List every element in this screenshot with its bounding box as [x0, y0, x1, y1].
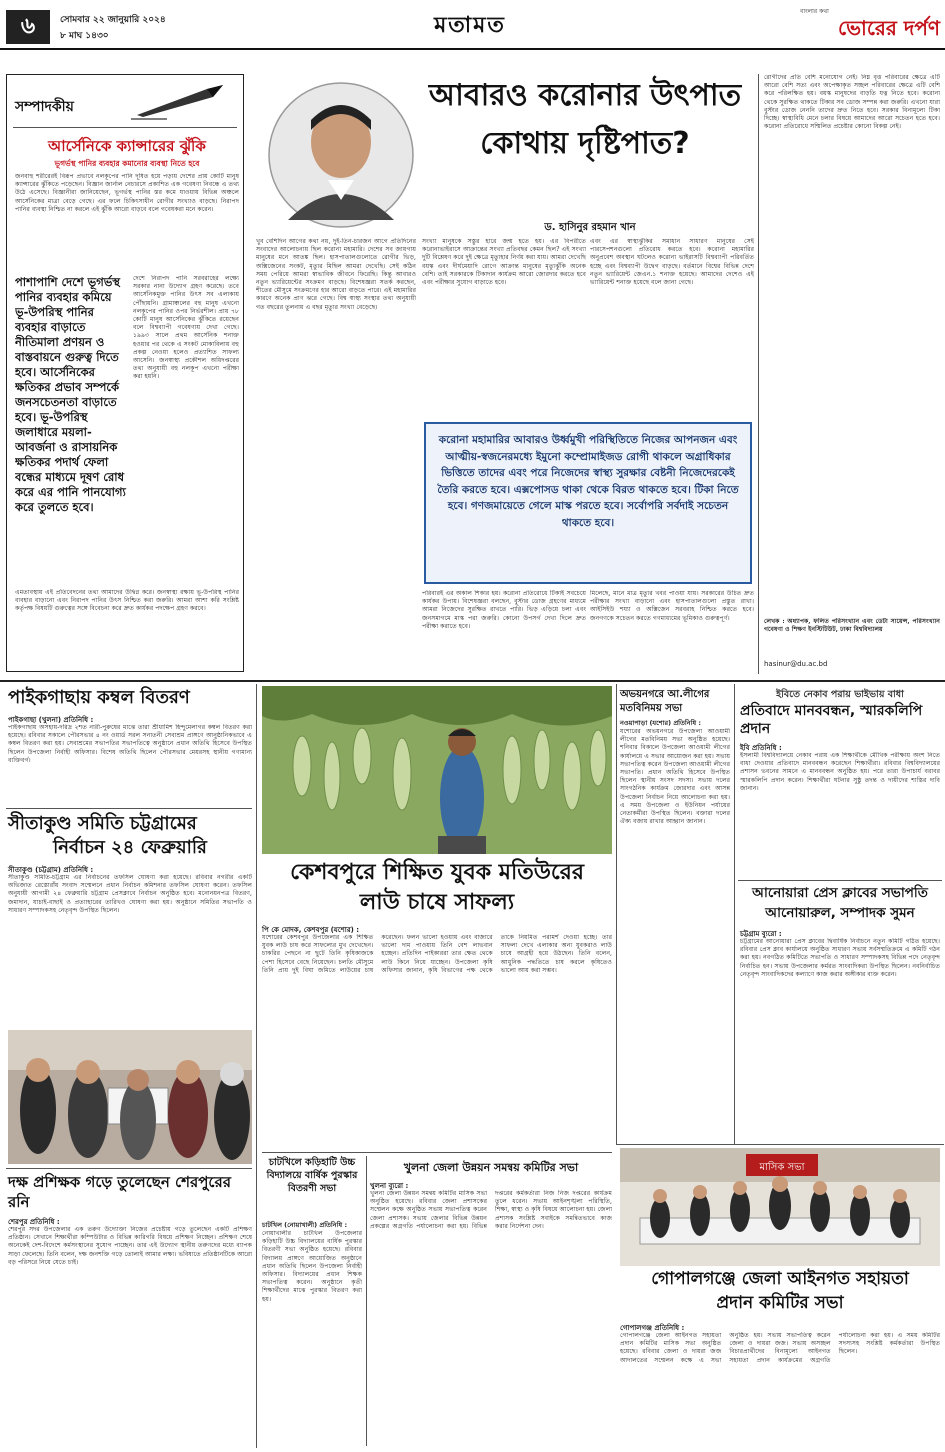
gopalganj-photo — [620, 1148, 940, 1266]
sitakunda-headline-2: নির্বাচন ২৪ ফেব্রুয়ারি — [53, 837, 207, 858]
khulna-body: খুলনা জেলা উন্নয়ন সমন্বয় কমিটির মাসিক সভা অনুষ্ঠিত হয়েছে। রবিবার জেলা প্রশাসকের সম্মেলন কক্ষে অনুষ্ঠিত সভায় সভাপতিত্ব করেন জেলা প্রশাসক। সভায় জেলার বিভিন্ন উন্নয়ন প্রকল্পের অগ্রগতি পর্যালোচনা করা হয়। বিভিন্ন দপ্তরের কর্মকর্তারা নিজ নিজ দপ্তরের কার্যক্রম তুলে ধরেন। সভায় আইনশৃঙ্খলা পরিস্থিতি, শিক্ষা, স্বাস্থ্য ও কৃষি বিষয়ে আলোচনা হয়। জেলা প্রশাসক সংশ্লিষ্ট সবাইকে সমন্বিতভাবে কাজ করার নির্দেশনা দেন। — [370, 1190, 612, 1230]
gopalganj-headline-1: গোপালগঞ্জে জেলা আইনগত সহায়তা — [651, 1269, 909, 1289]
gopalganj-byline: গোপালগঞ্জ প্রতিনিধি : — [620, 1324, 685, 1332]
paikgachha-byline: পাইকগাছা (খুলনা) প্রতিনিধি : — [8, 716, 94, 724]
section-title: মতামত — [434, 13, 506, 38]
sitakunda-photo — [8, 1030, 252, 1164]
chatkhil-headline: চাটখিলে কড়িহাটি উচ্চ বিদ্যালয়ে বার্ষিক পুরস্কার বিতরণী সভা — [266, 1157, 358, 1194]
keshabpur-headline-1: কেশবপুরে শিক্ষিত যুবক মতিউরের — [290, 860, 584, 885]
op-ed-body-bottom-2: মিলেছে, মানে মাত্র মৃত্যুর খবর পাওয়া যায়। সরকারের উচিত দ্রুত পরীক্ষার সংখ্যা বাড়ানো এবং হাসপাতালগুলো প্রস্তুত রাখা। আইসিইউ শয্যা ও অক্সিজেন সরবরাহ নিশ্চিত করতে হবে। জনগণকে সচেতন করতে গণমাধ্যমের ভূমিকাও গুরুত্বপূর্ণ। — [590, 590, 754, 622]
gopalganj-body: গোপালগঞ্জে জেলা আইনগত সহায়তা প্রদান কমিটির মাসিক সভা অনুষ্ঠিত হয়েছে। রবিবার জেলা ও দায়রা জজ আদালতের সম্মেলন কক্ষে এ সভা অনুষ্ঠিত হয়। সভায় সভাপতিত্ব করেন জেলা ও দায়রা জজ। সভায় অসচ্ছল বিচারপ্রার্থীদের বিনামূল্যে আইনগত সহায়তা প্রদান কার্যক্রমের অগ্রগতি পর্যালোচনা করা হয়। এ সময় কমিটির সদস্যসহ সংশ্লিষ্ট কর্মকর্তারা উপস্থিত ছিলেন। — [620, 1332, 940, 1364]
paper-tagline: বাংলার কথা — [800, 8, 829, 15]
op-ed-headline-1: আবারও করোনার উৎপাত — [428, 78, 742, 113]
khulna-byline: খুলনা ব্যুরো : — [370, 1182, 409, 1190]
anowara-byline: চট্টগ্রাম ব্যুরো : — [740, 930, 782, 938]
date-line-2: ৮ মাঘ ১৪৩০ — [60, 31, 109, 41]
paikgachha-headline: পাইকগাছায় কম্বল বিতরণ — [8, 687, 190, 708]
gopalganj-headline-2: প্রদান কমিটির সভা — [716, 1293, 844, 1313]
manobbondhon-headline: প্রতিবাদে মানববন্ধন, স্মারকলিপি প্রদান — [740, 703, 923, 737]
op-ed-body-far-right: রোগীদের প্রতি বেশি মনোযোগ নেই। নিম্ন বৃত্ত পরিবারের ক্ষেত্রে এটি আরো বেশি সত্য এবং অপেক্ষাকৃত সচ্ছল পরিবারের ক্ষেত্রে এটি বেশি করে পরিলক্ষিত হয়। বয়স্ক মানুষদের বাড়তি যত্ন নিতে হবে। করোনা থেকে সুরক্ষিত থাকতে টিকার সব ডোজ সম্পন্ন করা জরুরি। এখনো যারা বুস্টার ডোজ নেননি তাদের দ্রুত নিতে হবে। সরকার বিনামূল্যে টিকা দিচ্ছে। স্বাস্থ্যবিধি মেনে চলার বিষয়ে আমাদের আরো সচেতন হতে হবে। করোনা প্রতিরোধে সম্মিলিত প্রচেষ্টার কোনো বিকল্প নেই। — [764, 74, 940, 131]
keshabpur-body: যশোরের কেশবপুর উপজেলার এক শিক্ষিত যুবক লাউ চাষ করে সাফল্যের মুখ দেখেছেন। চাকরির পেছনে না ছুটে তিনি কৃষিকাজকে পেশা হিসেবে বেছে নিয়েছেন। চলতি মৌসুমে তিনি প্রায় দুই বিঘা জমিতে লাউয়ের চাষ করেছেন। ফলন ভালো হওয়ায় এবং বাজারে ভালো দাম পাওয়ায় তিনি বেশ লাভবান হচ্ছেন। প্রতিদিন পাইকাররা তার ক্ষেত থেকে লাউ কিনে নিয়ে যাচ্ছেন। উপজেলা কৃষি অফিসার জানান, কৃষি বিভাগের পক্ষ থেকে তাকে নিয়মিত পরামর্শ দেওয়া হচ্ছে। তার সাফল্য দেখে এলাকার অন্য যুবকরাও লাউ চাষে আগ্রহী হয়ে উঠছেন। তিনি বলেন, আধুনিক পদ্ধতিতে চাষ করলে কৃষিতেও ভালো আয় করা সম্ভব। — [262, 934, 612, 974]
sitakunda-body: সীতাকুণ্ড সমিতি-চট্টগ্রাম এর নির্বাচনের তফসিল ঘোষণা করা হয়েছে। রবিবার নগরীর একটি অভিজাত রেস্তোরাঁয় সংবাদ সম্মেলনে প্রধান নির্বাচন কমিশনার তফসিল ঘোষণা করেন। তফসিল অনুযায়ী আগামী ২৪ ফেব্রুয়ারি চট্টগ্রাম প্রেসক্লাবে নির্বাচন অনুষ্ঠিত হবে। মনোনয়নপত্র বিতরণ, জমাদান, যাচাই-বাছাই ও প্রত্যাহারের তারিখও ঘোষণা করা হয়। অনুষ্ঠানে সমিতির সভাপতি ও সাধারণ সম্পাদকসহ নেতৃবৃন্দ উপস্থিত ছিলেন। — [8, 874, 252, 914]
paikgachha-body: পাইকগাছায় অসহায়-দরিদ্র ২শত নারী-পুরুষের মাঝে তারা শ্রীধামিশ হিন্দুমেলাগর কম্বল বিতরণ করা হয়েছে। রবিবার সকালে পৌরসভার ৪ নং ওয়ার্ড সরল সনাতনী সেবাশ্রম প্রাঙ্গণে আনুষ্ঠানিকভাবে এ কম্বল বিতরণ করা হয়। সেবাশ্রমের সভাপতির সভাপতিত্বে অনুষ্ঠানে প্রধান অতিথি হিসেবে উপস্থিত ছিলেন উপজেলা নির্বাহী অফিসার। বিশেষ অতিথি ছিলেন পৌরসভার মেয়রসহ স্থানীয় গণ্যমান্য ব্যক্তিবর্গ। — [8, 724, 252, 764]
editorial-body-1: জনবাহু শরীরেরই বিরূপ প্রভাবে নলকূপের পানি দূষিত হয়ে পড়ায় দেশের প্রায় কোটি মানুষ ক্যান্সারের ঝুঁকিতে পড়েছেন। বিজ্ঞান জার্নাল নেচারসে প্রকাশিত এক গবেষণা নিবন্ধে এ তথ্য উঠে এসেছে। বিজ্ঞানীরা জানিয়েছেন, ভূগর্ভস্থ পানির স্তর কমে যাওয়ায় বিভিন্ন অঞ্চলে আর্সেনিকের মাত্রা বেড়ে গেছে। এর ফলে চিকিৎসাধীন রোগীর সংখ্যাও বাড়ছে। নিরাপদ পানির ব্যবস্থা নিশ্চিত না করলে এই ঝুঁকি আরো বাড়বে বলে গবেষকরা মনে করেন। — [15, 173, 239, 213]
op-ed-body-left: খুব বেশিদিন আগের কথা নয়, দুই-তিন-চারজন আগে প্রতিদিনের সংবাদের আলোচনায় ছিল করোনা মহামারি। দেশের সব জায়গায় মানুষের মনে আতঙ্ক ছিল। হাসপাতালগুলোতে রোগীর ভিড়, অক্সিজেনের সংকট, মৃত্যুর মিছিল আমরা দেখেছি। সেই কঠিন সময় পেরিয়ে আমরা স্বাভাবিক জীবনে ফিরেছি। কিন্তু আবারও নতুন ভ্যারিয়েন্টের সংক্রমণ বাড়ছে। বিশেষজ্ঞরা সতর্ক করছেন, শীতের মৌসুমে সংক্রমণের হার আরো বাড়তে পারে। এই মহামারির কারণে অনেক প্রাণ ঝরে গেছে। বিশ্ব স্বাস্থ্য সংস্থার তথ্য অনুযায়ী গত বছরের তুলনায় এ বছর মৃত্যুর সংখ্যা বেড়েছে। — [256, 238, 416, 311]
masthead — [0, 0, 945, 70]
banner-text: মাসিক সভা — [759, 1162, 805, 1173]
khulna-headline: খুলনা জেলা উন্নয়ন সমন্বয় কমিটির সভা — [403, 1161, 579, 1174]
op-ed-author: ড. হাসিনুর রহমান খান — [544, 222, 636, 233]
editorial-body-3: এমতাবস্থায় এই প্রতিবেদনের তথ্য আমাদের উদ্বিগ্ন করে। জনস্বাস্থ্য রক্ষায় ভূ-উপরিস্থ পানির ব্যবহার বাড়ানো এবং নিরাপদ পানির উৎস নিশ্চিত করা জরুরি। আমরা আশা করি সংশ্লিষ্ট কর্তৃপক্ষ বিষয়টি গুরুত্বের সঙ্গে বিবেচনা করে দ্রুত কার্যকর পদক্ষেপ গ্রহণ করবে। — [15, 589, 239, 613]
awami-byline: নওয়াপাড়া (যশোর) প্রতিনিধি : — [620, 719, 702, 727]
sherpur-headline: দক্ষ প্রশিক্ষক গড়ে তুলেছেন শেরপুরের রনি — [8, 1173, 231, 1211]
page-number: ৬ — [6, 10, 50, 44]
editorial-headline: আর্সেনিকে ক্যান্সারের ঝুঁকি — [48, 137, 206, 155]
manobbondhon-byline: ইবি প্রতিনিধি : — [740, 744, 782, 752]
editorial-subhead: ভূগর্ভস্থ পানির ব্যবহার কমানোর ব্যবস্থা নিতে হবে — [54, 159, 200, 168]
editorial-body-2: দেশে নিরাপদ পানি সরবরাহের লক্ষ্যে সরকার নানা উদ্যোগ গ্রহণ করেছে। তবে আর্সেনিকমুক্ত পানির উৎস সব এলাকায় পৌঁছায়নি। গ্রামাঞ্চলের বহু মানুষ এখনো নলকূপের পানির ওপর নির্ভরশীল। প্রায় ৭৮ কোটি মানুষ আর্সেনিকের ঝুঁকিতে রয়েছেন বলে বিশ্বব্যাপী গবেষণায় দেখা গেছে। ১৯৯৩ সালে প্রথম আর্সেনিক শনাক্ত হওয়ার পর থেকে এ সংকট মোকাবিলায় বহু প্রকল্প নেওয়া হলেও প্রত্যাশিত সাফল্য আসেনি। জনস্বাস্থ্য প্রকৌশল অধিদপ্তরের তথ্য অনুযায়ী বহু নলকূপ এখনো পরীক্ষা করা হয়নি। — [133, 275, 239, 381]
sherpur-body: শেরপুর সদর উপজেলার এক তরুণ উদ্যোক্তা নিজের প্রচেষ্টায় গড়ে তুলেছেন একটি প্রশিক্ষণ প্রতিষ্ঠান। সেখানে শিক্ষার্থীরা কম্পিউটার ও বিভিন্ন কারিগরি বিষয়ে প্রশিক্ষণ নিচ্ছেন। প্রশিক্ষণ শেষে অনেকেই দেশ-বিদেশে কর্মসংস্থানের সুযোগ পাচ্ছেন। তার এই উদ্যোগ স্থানীয় তরুণদের মধ্যে ব্যাপক সাড়া ফেলেছে। তিনি বলেন, দক্ষ জনশক্তি গড়ে তোলাই আমার লক্ষ্য। ভবিষ্যতে প্রতিষ্ঠানটিকে আরো বড় পরিসরে নিয়ে যেতে চাই। — [8, 1226, 252, 1266]
manobbondhon-body: ইসলামী বিশ্ববিদ্যালয়ে নেকাব পরায় এক শিক্ষার্থীকে মৌখিক পরীক্ষায় অংশ নিতে বাধা দেওয়ার প্রতিবাদে মানববন্ধন করেছেন শিক্ষার্থীরা। রবিবার বিশ্ববিদ্যালয়ের প্রশাসন ভবনের সামনে এ মানববন্ধন অনুষ্ঠিত হয়। পরে তারা উপাচার্য বরাবর স্মারকলিপি প্রদান করেন। শিক্ষার্থীরা ঘটনার সুষ্ঠু তদন্ত ও দায়ীদের শাস্তির দাবি জানান। — [740, 752, 940, 792]
date-line-1: সোমবার ২২ জানুয়ারি ২০২৪ — [60, 15, 166, 25]
keshabpur-headline-2: লাউ চাষে সাফল্য — [359, 890, 515, 915]
sherpur-byline: শেরপুর প্রতিনিধি : — [8, 1218, 60, 1226]
op-ed-author-note: লেখক : অধ্যাপক, ফলিত পরিসংখ্যান এবং ডেটা সায়েন্স, পরিসংখ্যান গবেষণা ও শিক্ষণ ইনস্টিটিউট, ঢাকা বিশ্ববিদ্যালয় — [764, 618, 940, 634]
op-ed-body-right: এবং এর স্বাস্থ্যঝুঁকির সমাধান সাধারণ মানুষের সেই পারসেপশনগুলো প্রতিরোধ করতে হবে। করোনা মহামারির অনুপ্রবেশ অবস্থান ঘটলেও করোনা ভাইরাসটি বিশ্বব্যাপী পরিবর্তিত হচ্ছে এবং বিশ্বব্যাপী উদ্বেগ বাড়ছে। বর্তমানে বিশ্বের বিভিন্ন দেশে নতুন ভ্যারিয়েন্ট জেএন.১ শনাক্ত হয়েছে। আমাদের দেশেও এই ভ্যারিয়েন্ট শনাক্ত হয়েছে বলে জানা গেছে। — [590, 238, 754, 287]
sitakunda-headline-1: সীতাকুণ্ড সমিতি চট্টগ্রামের — [8, 813, 197, 834]
editorial-box — [6, 74, 244, 672]
keshabpur-byline: পি কে মোদক, কেশবপুর (যশোর) : — [262, 926, 360, 934]
keshabpur-photo — [262, 686, 612, 854]
manobbondhon-kicker: ইবিতে নেকাব পরায় ভাইভায় বাধা — [776, 689, 904, 700]
op-ed-author-email: hasinur@du.ac.bd — [764, 660, 828, 668]
anowara-headline-2: আনোয়ারুল, সম্পাদক সুমন — [765, 905, 915, 921]
op-ed-pullquote-box — [424, 422, 752, 584]
op-ed-pullquote: করোনা মহামারির আবারও উর্ধ্বমুখী পরিস্থিতিতে নিজের আপনজন এবং আত্মীয়-স্বজনেরমধ্যে ইমুনো কম্প্রোমাইজড রোগী থাকলে অগ্রাধিকার ভিত্তিতে তাদের এবং পরে নিজেদের স্বাস্থ্য সুরক্ষার বেষ্টনী নিজেদেরকেই তৈরি করতে হবে। এক্সপোসড থাকা থেকে বিরত থাকতে হবে। টিকা নিতে হবে। গণজমায়েতে গেলে মাস্ক পরতে হবে। সর্বোপরি সর্বদাই সচেতন থাকতে হবে। — [437, 434, 739, 529]
op-ed-body-mid: সংখ্যা মানুষকে সস্তুর হারে জন্ম হতে হয়। এর বিপরীতে করোনাভাইরাসে আক্রান্তের সংখ্যা প্রতিবছর কেমন ছিল? এই সংখ্যা দুটি বিশ্লেষণ করে দুই ক্ষেত্রে মৃত্যুহার নির্ণয় করা যায়। আমরা দেখেছি বয়স্ক এবং দীর্ঘমেয়াদি রোগে আক্রান্ত মানুষের মৃত্যুঝুঁকি অনেক বেশি। তাই সরকারকে টিকাদান কার্যক্রম আরো জোরদার করতে হবে এবং পরীক্ষার সুযোগ বাড়াতে হবে। — [422, 238, 586, 287]
op-ed-body-bottom-1: পরিবারই এর অকাল শিকার হয়। করোনা প্রতিরোধে টিকাই সবচেয়ে কার্যকর উপায়। বিশেষজ্ঞরা বলছেন, বুস্টার ডোজ গ্রহণের মাধ্যমে আমরা নিজেদের সুরক্ষিত রাখতে পারি। ভিড় এড়িয়ে চলা এবং জনসমাগমে মাস্ক পরা জরুরি। কোনো উপসর্গ দেখা দিলে দ্রুত পরীক্ষা করাতে হবে। — [422, 590, 586, 630]
anowara-headline-1: আনোয়ারা প্রেস ক্লাবের সভাপতি — [752, 885, 928, 901]
awami-headline-1: অভয়নগরে আ.লীগের — [620, 689, 710, 700]
awami-headline-2: মতবিনিময় সভা — [620, 703, 683, 714]
anowara-body: চট্টগ্রামের আনোয়ারা প্রেস ক্লাবের দ্বিবার্ষিক নির্বাচনে নতুন কমিটি গঠিত হয়েছে। রবিবার প্রেস ক্লাব কার্যালয়ে অনুষ্ঠিত সাধারণ সভায় সর্বসম্মতিক্রমে এ কমিটি গঠন করা হয়। নবগঠিত কমিটিতে সভাপতি ও সাধারণ সম্পাদকসহ বিভিন্ন পদে নেতৃবৃন্দ নির্বাচিত হন। সভায় উপজেলার কর্মরত সাংবাদিকরা উপস্থিত ছিলেন। নবনির্বাচিত নেতৃবৃন্দ সাংবাদিকদের কল্যাণে কাজ করার অঙ্গীকার ব্যক্ত করেন। — [740, 938, 940, 978]
author-photo — [266, 80, 416, 230]
op-ed-headline-2: কোথায় দৃষ্টিপাত? — [480, 126, 690, 161]
chatkhil-byline: চাটখিল (নোয়াখালী) প্রতিনিধি : — [262, 1221, 348, 1229]
editorial-label: সম্পাদকীয় — [15, 99, 74, 115]
pen-icon — [127, 81, 237, 121]
sitakunda-byline: সীতাকুণ্ড (চট্টগ্রাম) প্রতিনিধি : — [8, 866, 94, 874]
editorial-pullquote: পাশাপাশি দেশে ভূগর্ভস্থ পানির ব্যবহার কমিয়ে ভূ-উপরিস্থ পানির ব্যবহার বাড়াতে নীতিমালা প্রণয়ন ও বাস্তবায়নে গুরুত্ব দিতে হবে। আর্সেনিকের ক্ষতিকর প্রভাব সম্পর্কে জনসচেতনতা বাড়াতে হবে। ভূ-উপরিস্থ জলাধারে ময়লা-আবর্জনা ও রাসায়নিক ক্ষতিকর পদার্থ ফেলা বন্ধের মাধ্যমে দূষণ রোধ করে এর পানি পানযোগ্য করে তুলতে হবে। — [15, 275, 126, 514]
chatkhil-body: নোয়াখালীর চাটখিল উপজেলার কড়িহাটি উচ্চ বিদ্যালয়ের বার্ষিক পুরস্কার বিতরণী সভা অনুষ্ঠিত হয়েছে। রবিবার বিদ্যালয় প্রাঙ্গণে আয়োজিত অনুষ্ঠানে প্রধান অতিথি ছিলেন উপজেলা নির্বাহী অফিসার। বিদ্যালয়ের প্রধান শিক্ষক সভাপতিত্ব করেন। অনুষ্ঠানে কৃতী শিক্ষার্থীদের মাঝে পুরস্কার বিতরণ করা হয়। — [262, 1230, 362, 1303]
awami-body: যশোরের অভয়নগরে উপজেলা আওয়ামী লীগের মতবিনিময় সভা অনুষ্ঠিত হয়েছে। শনিবার বিকালে উপজেলা আওয়ামী লীগের কার্যালয়ে এ সভার আয়োজন করা হয়। সভায় সভাপতিত্ব করেন উপজেলা আওয়ামী লীগের সভাপতি। প্রধান অতিথি হিসেবে উপস্থিত ছিলেন স্থানীয় সংসদ সদস্য। সভায় দলের সাংগঠনিক কার্যক্রম জোরদার এবং আসন্ন উপজেলা নির্বাচন নিয়ে আলোচনা করা হয়। এ সময় উপজেলা ও ইউনিয়ন পর্যায়ের নেতাকর্মীরা উপস্থিত ছিলেন। বক্তারা দলের ঐক্য বজায় রাখার আহ্বান জানান। — [620, 728, 730, 826]
paper-logo: ভোরের দর্পণ — [838, 16, 940, 40]
